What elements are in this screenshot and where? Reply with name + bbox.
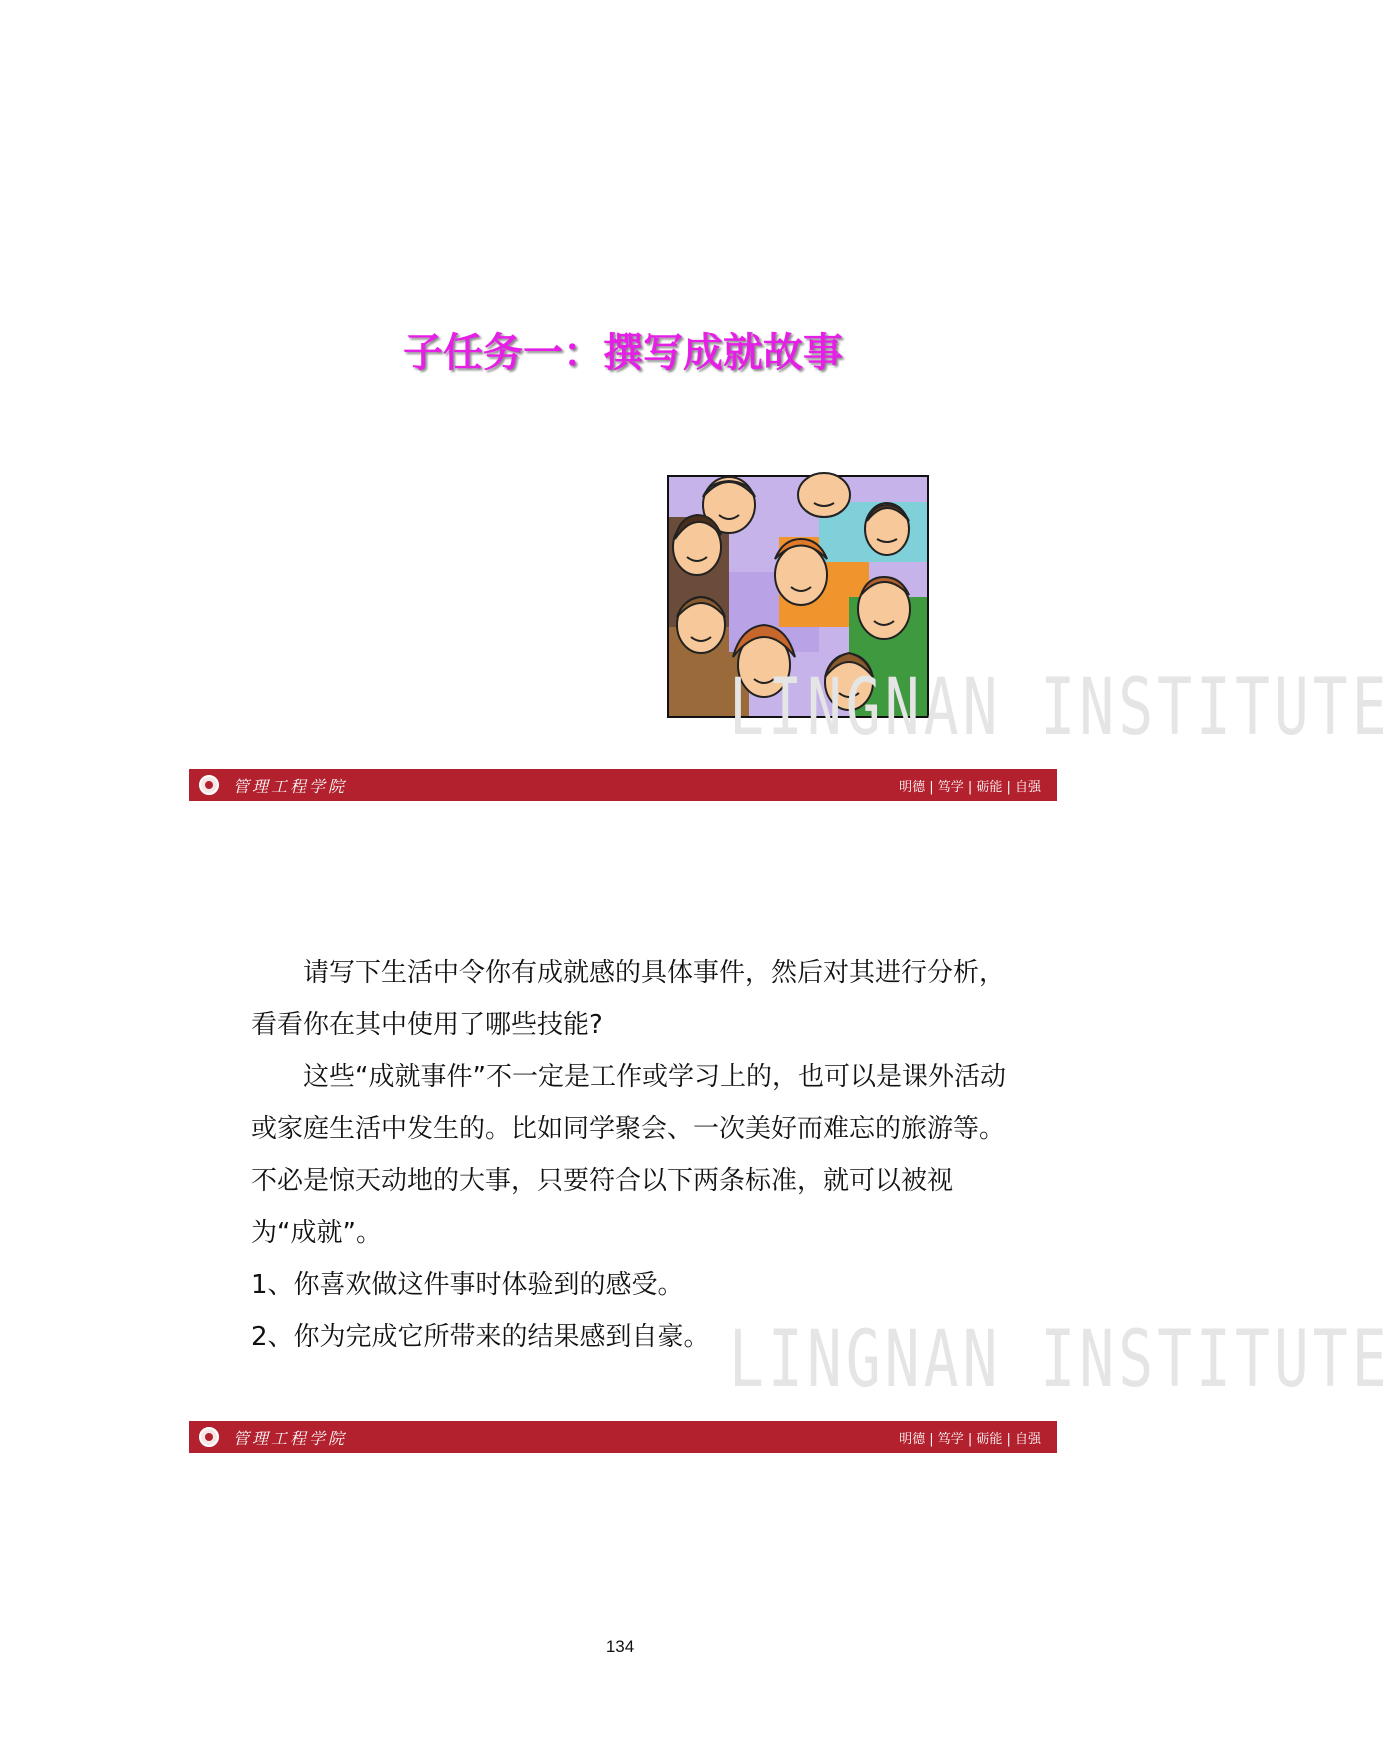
paragraph: 请写下生活中令你有成就感的具体事件，然后对其进行分析，看看你在其中使用了哪些技能? <box>251 958 1006 1040</box>
footer-school-name: 管理工程学院 <box>233 1428 348 1448</box>
criterion-item: 2、你为完成它所带来的结果感到自豪。 <box>251 1322 710 1352</box>
footer-motto: 明德 | 笃学 | 砺能 | 自强 <box>899 1431 1041 1447</box>
footer-school-name: 管理工程学院 <box>233 776 348 796</box>
footer-motto: 明德 | 笃学 | 砺能 | 自强 <box>899 779 1041 795</box>
footer-bar <box>189 769 1057 801</box>
page-number: 134 <box>605 1637 635 1656</box>
slide-title: 子任务一：撰写成就故事 <box>403 329 843 376</box>
criterion-item: 1、你喜欢做这件事时体验到的感受。 <box>251 1270 684 1300</box>
watermark: LINGNAN INSTITUTE <box>729 1313 1391 1405</box>
slide-instructions <box>189 837 1391 1453</box>
watermark: LINGNAN INSTITUTE <box>729 661 1391 753</box>
school-seal-icon <box>199 775 219 795</box>
school-seal-icon <box>199 1427 219 1447</box>
slide-title-card <box>189 185 1391 801</box>
paragraph: 这些“成就事件”不一定是工作或学习上的，也可以是课外活动或家庭生活中发生的。比如同学聚会、一次美好而难忘的旅游等。不必是惊天动地的大事，只要符合以下两条标准，就可以被视为“成就”。 <box>251 1062 1006 1248</box>
instructions-text <box>251 947 1011 1363</box>
footer-bar <box>189 1421 1057 1453</box>
